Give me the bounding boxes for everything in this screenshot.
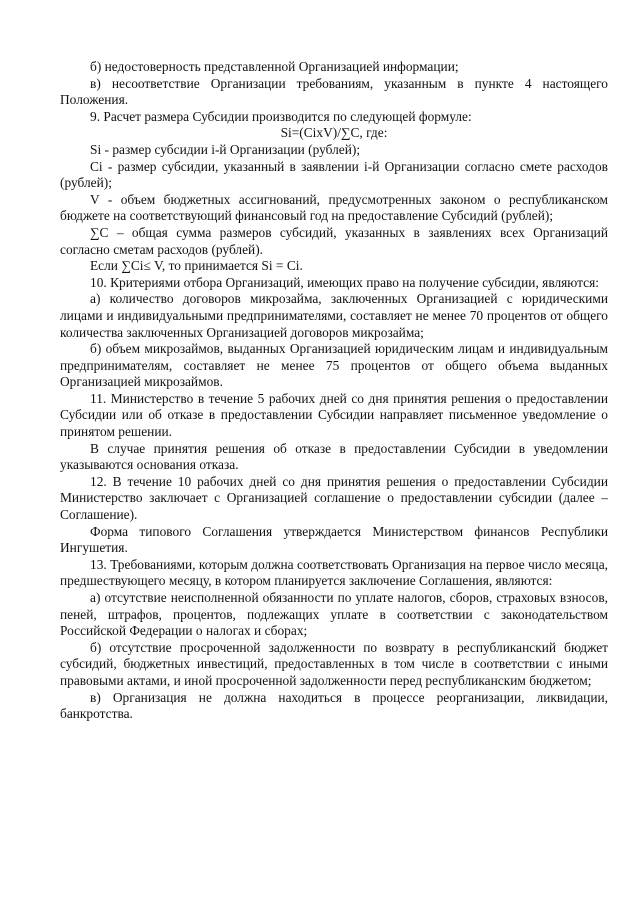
- paragraph: Ci - размер субсидии, указанный в заявлении i-й Организации согласно смете расходов (рублей);: [60, 158, 608, 191]
- paragraph: а) количество договоров микрозайма, заключенных Организацией с юридическими лицами и индивидуальными предпринимателями, составляет не менее 70 процентов от общего количества заключенных Организацией договоров микрозайма;: [60, 291, 608, 340]
- paragraph: В случае принятия решения об отказе в предоставлении Субсидии в уведомлении указываются основания отказа.: [60, 440, 608, 473]
- paragraph: 10. Критериями отбора Организаций, имеющих право на получение субсидии, являются:: [90, 274, 599, 290]
- paragraph: а) отсутствие неисполненной обязанности по уплате налогов, сборов, страховых взносов, пеней, штрафов, процентов, подлежащих уплате в соответствии с законодательством Российской Федерации о налогах и сборах;: [60, 590, 608, 639]
- document-body: [60, 59, 608, 723]
- paragraph: Si - размер субсидии i-й Организации (рублей);: [90, 141, 361, 157]
- formula: Si=(CixV)/∑C, где:: [280, 125, 388, 141]
- paragraph: б) объем микрозаймов, выданных Организацией юридическим лицам и индивидуальным предпринимателям, составляет не менее 75 процентов от общего объема выданных Организацией микрозаймов.: [60, 341, 608, 390]
- paragraph: Форма типового Соглашения утверждается Министерством финансов Республики Ингушетия.: [60, 523, 608, 556]
- paragraph: 11. Министерство в течение 5 рабочих дней со дня принятия решения о предоставлении Субсидии или об отказе в предоставлении Субсидии направляет письменное уведомление о принятом решении.: [60, 390, 608, 440]
- paragraph: в) несоответствие Организации требованиям, указанным в пункте 4 настоящего Положения.: [60, 75, 608, 108]
- paragraph: 13. Требованиями, которым должна соответствовать Организация на первое число месяца, предшествующего месяцу, в котором планируется заключение Соглашения, являются:: [60, 556, 608, 589]
- paragraph: 12. В течение 10 рабочих дней со дня принятия решения о предоставлении Субсидии Министерство заключает с Организацией соглашение о предоставлении субсидии (далее – Соглашение).: [60, 473, 608, 523]
- paragraph: Если ∑Ci≤ V, то принимается Si = Ci.: [90, 258, 303, 274]
- paragraph: V - объем бюджетных ассигнований, предусмотренных законом о республиканском бюджете на соответствующий финансовый год на предоставление Субсидий (рублей);: [60, 191, 608, 224]
- paragraph: ∑C – общая сумма размеров субсидий, указанных в заявлениях всех Организаций согласно сметам расходов (рублей).: [60, 224, 608, 257]
- paragraph: б) недостоверность представленной Организацией информации;: [90, 59, 459, 74]
- paragraph: в) Организация не должна находиться в процессе реорганизации, ликвидации, банкротства.: [60, 689, 608, 722]
- paragraph: 9. Расчет размера Субсидии производится по следующей формуле:: [90, 108, 472, 124]
- paragraph: б) отсутствие просроченной задолженности по возврату в республиканский бюджет субсидий, бюджетных инвестиций, предоставленных в том числе в соответствии с иными правовыми актами, и иной просроченной задолженности перед республиканским бюджетом;: [60, 639, 608, 688]
